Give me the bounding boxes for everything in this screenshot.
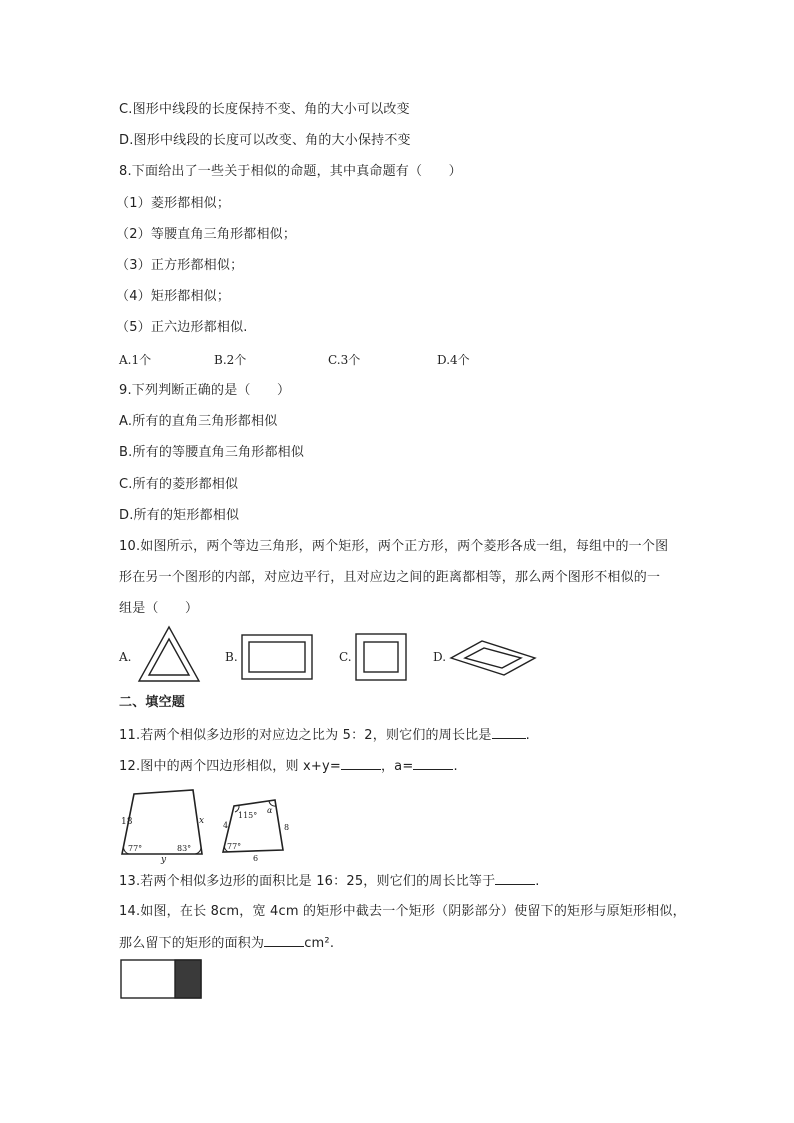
q9-option-b: B.所有的等腰直角三角形都相似 [119, 445, 305, 460]
q12-text-1: 12.图中的两个四边形相似，则 x+y= [119, 759, 341, 774]
q10-stem-line-3: 组是（ ） [119, 601, 199, 616]
q12-text-3: . [453, 759, 458, 774]
q12-right-side-4: 4 [223, 821, 229, 830]
q14-unit: cm². [304, 936, 335, 951]
q8-option-a: A.1个 [119, 353, 152, 367]
q12-answer-blank-2[interactable] [413, 757, 453, 770]
q8-item-2: （2）等腰直角三角形都相似； [116, 227, 297, 242]
q12-right-angle-115: 115° [238, 811, 258, 820]
q12-left-side-x: x [199, 816, 205, 826]
q8-item-3: （3）正方形都相似； [116, 258, 244, 273]
q8-item-4: （4）矩形都相似； [116, 289, 231, 304]
q9-stem: 9.下列判断正确的是（ ） [119, 383, 291, 398]
section-title-fill-in: 二、填空题 [119, 695, 186, 710]
q10-figure-d-nested-rhombuses [450, 640, 536, 676]
q8-option-d: D.4个 [437, 353, 470, 367]
q14-line-1: 14.如图，在长 8cm，宽 4cm 的矩形中截去一个矩形（阴影部分）使留下的矩形与原矩形相似， [119, 904, 686, 919]
q13-answer-blank[interactable] [495, 872, 535, 885]
q10-stem-line-2: 形在另一个图形的内部，对应边平行，且对应边之间的距离都相等，那么两个图形不相似的一 [119, 570, 661, 585]
q8-stem: 8.下面给出了一些关于相似的命题，其中真命题有（ ） [119, 164, 462, 179]
q8-option-c: C.3个 [328, 353, 361, 367]
q10-stem-line-1: 10.如图所示，两个等边三角形，两个矩形，两个正方形，两个菱形各成一组，每组中的一个图 [119, 539, 669, 554]
q14-line-2 [119, 934, 334, 953]
q10-figure-label-c: C. [339, 650, 352, 664]
q12-left-angle-83: 83° [177, 844, 192, 853]
q8-item-5: （5）正六边形都相似. [116, 320, 248, 335]
q12-answer-blank-1[interactable] [341, 757, 381, 770]
q13-end: . [535, 874, 540, 889]
q8-option-b: B.2个 [214, 353, 247, 367]
q12 [119, 757, 458, 776]
q10-figure-label-a: A. [119, 650, 132, 664]
q7-option-c: C.图形中线段的长度保持不变、角的大小可以改变 [119, 102, 410, 117]
q12-right-angle-alpha: α [267, 806, 273, 815]
q12-text-2: ，a= [380, 759, 414, 774]
q13-text: 13.若两个相似多边形的面积比是 16：25，则它们的周长比等于 [119, 874, 496, 889]
q11-answer-blank[interactable] [492, 726, 526, 739]
q11-end: . [525, 728, 530, 743]
q9-option-c: C.所有的菱形都相似 [119, 477, 239, 492]
q10-figure-c-nested-squares [355, 633, 407, 681]
q11-text: 11.若两个相似多边形的对应边之比为 5：2，则它们的周长比是 [119, 728, 492, 743]
q12-right-side-8: 8 [284, 823, 290, 832]
q12-left-angle-77: 77° [128, 844, 143, 853]
q10-figure-b-nested-rectangles [241, 634, 313, 680]
q14-answer-blank[interactable] [264, 934, 304, 947]
q12-left-side-18: 18 [121, 817, 133, 827]
q14-text: 那么留下的矩形的面积为 [119, 936, 265, 951]
q9-option-a: A.所有的直角三角形都相似 [119, 414, 278, 429]
q13 [119, 872, 540, 891]
q10-figure-label-d: D. [433, 650, 447, 664]
q14-shaded-rectangle [175, 960, 201, 998]
q12-right-angle-77: 77° [227, 842, 242, 851]
q14-figure-rectangle [120, 959, 202, 999]
q8-item-1: （1）菱形都相似； [116, 196, 231, 211]
q11 [119, 726, 530, 745]
q12-left-side-y: y [161, 855, 167, 865]
q7-option-d: D.图形中线段的长度可以改变、角的大小保持不变 [119, 133, 411, 148]
q10-figure-label-b: B. [225, 650, 238, 664]
q12-right-side-6: 6 [253, 854, 259, 863]
q9-option-d: D.所有的矩形都相似 [119, 508, 240, 523]
q10-figure-a-nested-triangles [138, 626, 200, 682]
q12-figure-quadrilaterals [119, 788, 299, 864]
